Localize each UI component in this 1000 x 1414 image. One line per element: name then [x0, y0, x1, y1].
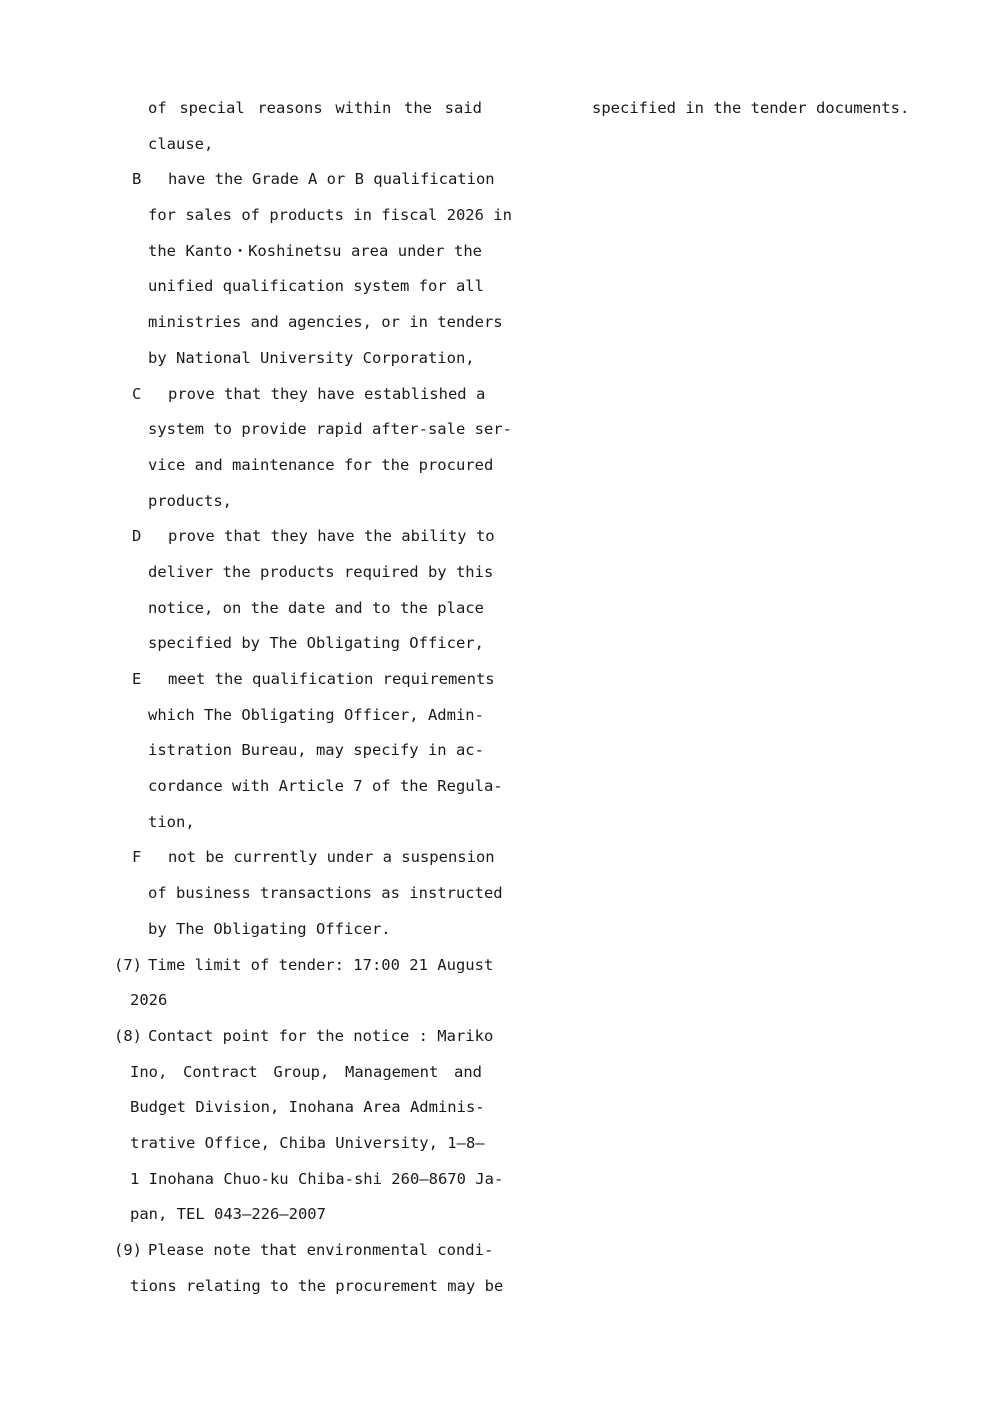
text-line: Contact point for the notice : Mariko [148, 1026, 494, 1045]
text-line: tion, [148, 812, 195, 831]
text-line: not be currently under a suspension [168, 848, 495, 867]
numbered-item-7 [114, 953, 494, 989]
text-line: system to provide rapid after-sale ser- [148, 420, 512, 439]
list-marker: (7) [114, 955, 142, 974]
text-line: notice, on the date and to the place [148, 598, 484, 617]
text-line: Time limit of tender: 17:00 21 August [148, 955, 494, 974]
right-column [592, 96, 910, 132]
text-line: Budget Division, Inohana Area Adminis- [130, 1098, 485, 1117]
text-line: for sales of products in fiscal 2026 in [148, 206, 512, 225]
text-line: istration Bureau, may specify in ac- [148, 741, 484, 760]
list-item-e [114, 667, 495, 703]
text-line: Please note that environmental condi- [148, 1241, 494, 1259]
list-marker: (8) [114, 1026, 142, 1045]
list-marker: B [132, 170, 142, 189]
text-line: trative Office, Chiba University, 1―8― [130, 1133, 485, 1152]
text-line: deliver the products required by this [148, 562, 494, 581]
text-line: unified qualification system for all [148, 277, 484, 296]
text-line: of business transactions as instructed [148, 884, 503, 903]
list-marker: (9) [114, 1241, 142, 1259]
text-line: products, [148, 491, 232, 510]
list-marker: F [132, 848, 142, 867]
text-line: 2026 [130, 991, 168, 1010]
list-item-c [114, 382, 486, 418]
text-line: vice and maintenance for the procured [148, 455, 494, 474]
text-line: meet the qualification requirements [168, 670, 495, 688]
list-item-f [114, 845, 495, 881]
text-line: 1 Inohana Chuo-ku Chiba-shi 260―8670 Ja- [130, 1169, 504, 1188]
list-marker: D [132, 527, 142, 546]
text-line: prove that they have established a [168, 384, 486, 403]
text-line: pan, TEL 043―226―2007 [130, 1205, 326, 1224]
text-line: Ino, Contract Group, Management and [130, 1062, 482, 1081]
text-line: prove that they have the ability to [168, 527, 495, 546]
text-line: have the Grade A or B qualification [168, 170, 495, 189]
text-line: by National University Corporation, [148, 348, 475, 367]
list-marker: E [132, 670, 142, 688]
numbered-item-9 [114, 1238, 494, 1274]
text-line: of special reasons within the said [148, 99, 482, 117]
text-line: the Kanto・Koshinetsu area under the [148, 241, 482, 260]
text-line: specified in the tender documents. [592, 99, 910, 117]
text-line: by The Obligating Officer. [148, 919, 391, 938]
text-line: cordance with Article 7 of the Regula- [148, 777, 503, 796]
list-item-b [114, 167, 495, 203]
left-column [114, 96, 512, 1309]
text-line: specified by The Obligating Officer, [148, 634, 484, 653]
list-marker: C [132, 384, 142, 403]
list-item-d [114, 524, 495, 560]
numbered-item-8 [114, 1024, 494, 1060]
text-line: which The Obligating Officer, Admin- [148, 705, 484, 724]
text-line: clause, [148, 134, 214, 153]
text-line: tions relating to the procurement may be [130, 1276, 504, 1295]
text-line: ministries and agencies, or in tenders [148, 313, 503, 332]
